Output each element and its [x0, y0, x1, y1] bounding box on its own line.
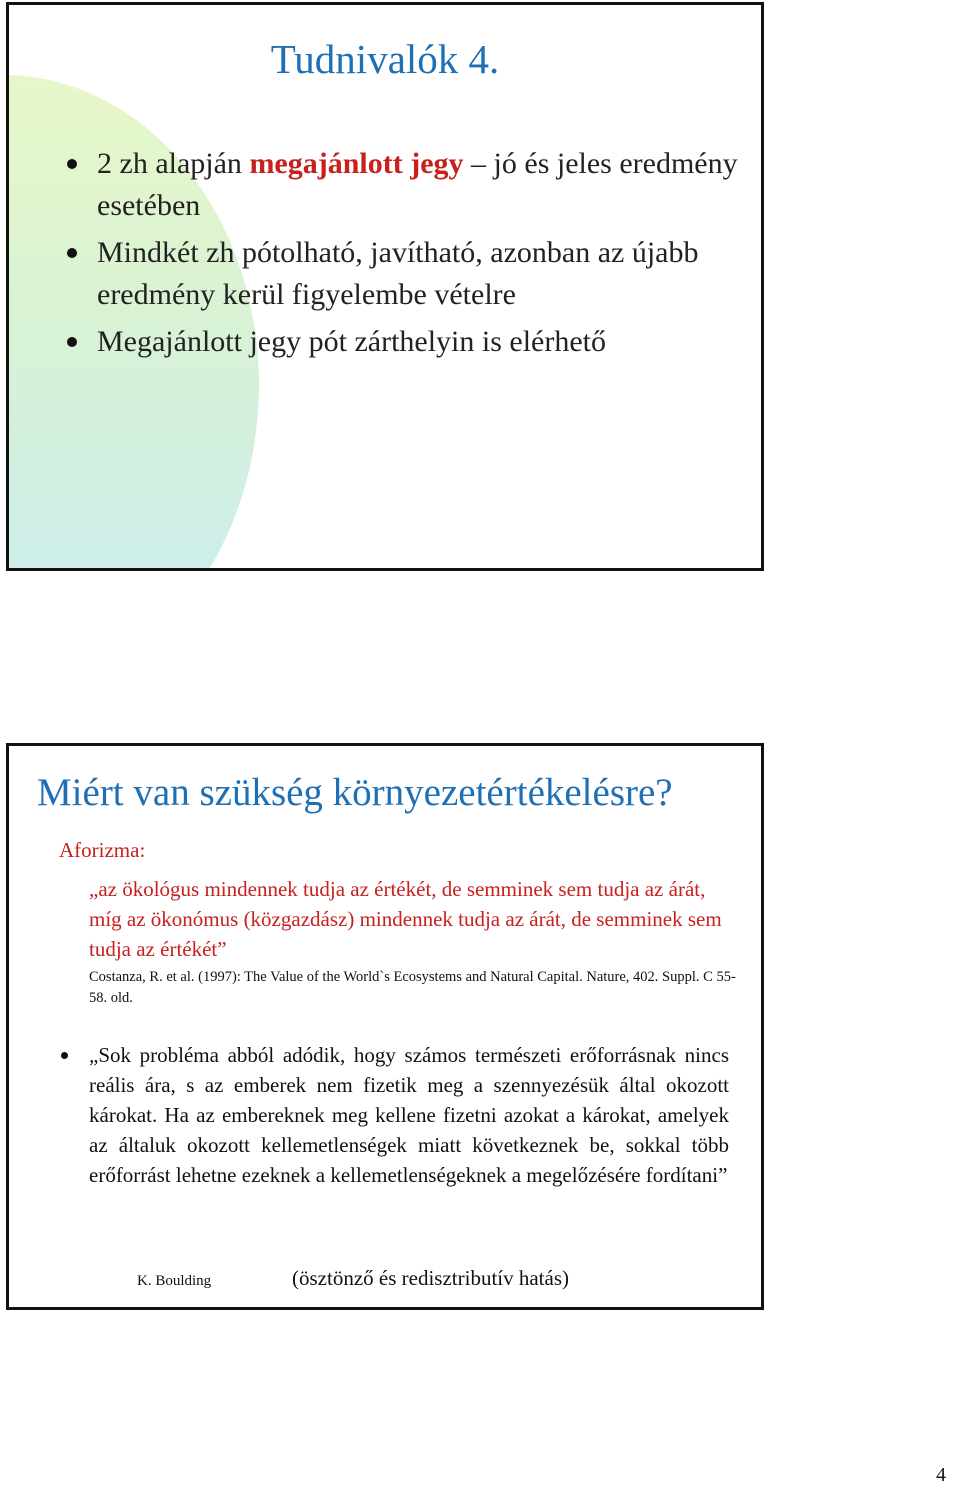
slide-title: Miért van szükség környezetértékelésre?: [37, 771, 673, 814]
bullet-item: [67, 321, 747, 363]
slide-2: [6, 743, 764, 1310]
bullet-item: [67, 143, 747, 227]
aphorism-label: Aforizma:: [59, 838, 146, 862]
boulding-quote: „Sok probléma abból adódik, hogy számos természeti erőforrásnak nincs reális ára, s az emberek nem fizetik meg a szennyezésük által okozott károkat. Ha az embereknek meg kellene fizetni azokat a károkat, amelyek az általuk okozott kellemetlenségek miatt következnek be, sokkal több erőforrást lehetne ezeknek a kellemetlenségeknek a megelőzésére fordítani”: [89, 1043, 729, 1187]
bullet-text: Megajánlott jegy pót zárthelyin is elérhető: [97, 325, 607, 358]
bullet-item: [67, 232, 747, 316]
aphorism-quote: „az ökológus mindennek tudja az értékét, de semminek sem tudja az árát, míg az ökonómus (közgazdász) mindennek tudja az árát, de semminek sem tudja az értékét”: [89, 877, 722, 961]
bullet-icon: [61, 1052, 68, 1059]
bullet-text: Mindkét zh pótolható, javítható, azonban az újabb eredmény kerül figyelembe vételre: [97, 236, 699, 311]
bullet-icon: [67, 159, 77, 169]
bullet-highlight: megajánlott jegy: [249, 147, 464, 180]
bullet-text: 2 zh alapján: [97, 147, 250, 180]
bullet-text-continued: – jó és jeles eredmény esetében: [97, 147, 738, 222]
citation: Costanza, R. et al. (1997): The Value of the World`s Ecosystems and Natural Capital. Nature, 402. Suppl. C 55-58. old.: [89, 969, 736, 1006]
bullet-list: [67, 143, 747, 368]
page-number: 4: [936, 1464, 946, 1486]
bullet-icon: [67, 337, 77, 347]
slide-title: Tudnivalók 4.: [270, 36, 500, 82]
quote-author: K. Boulding: [137, 1273, 212, 1289]
effect-note: (ösztönző és redisztributív hatás): [292, 1266, 569, 1290]
bullet-icon: [67, 248, 77, 258]
slide-1: [6, 2, 764, 571]
